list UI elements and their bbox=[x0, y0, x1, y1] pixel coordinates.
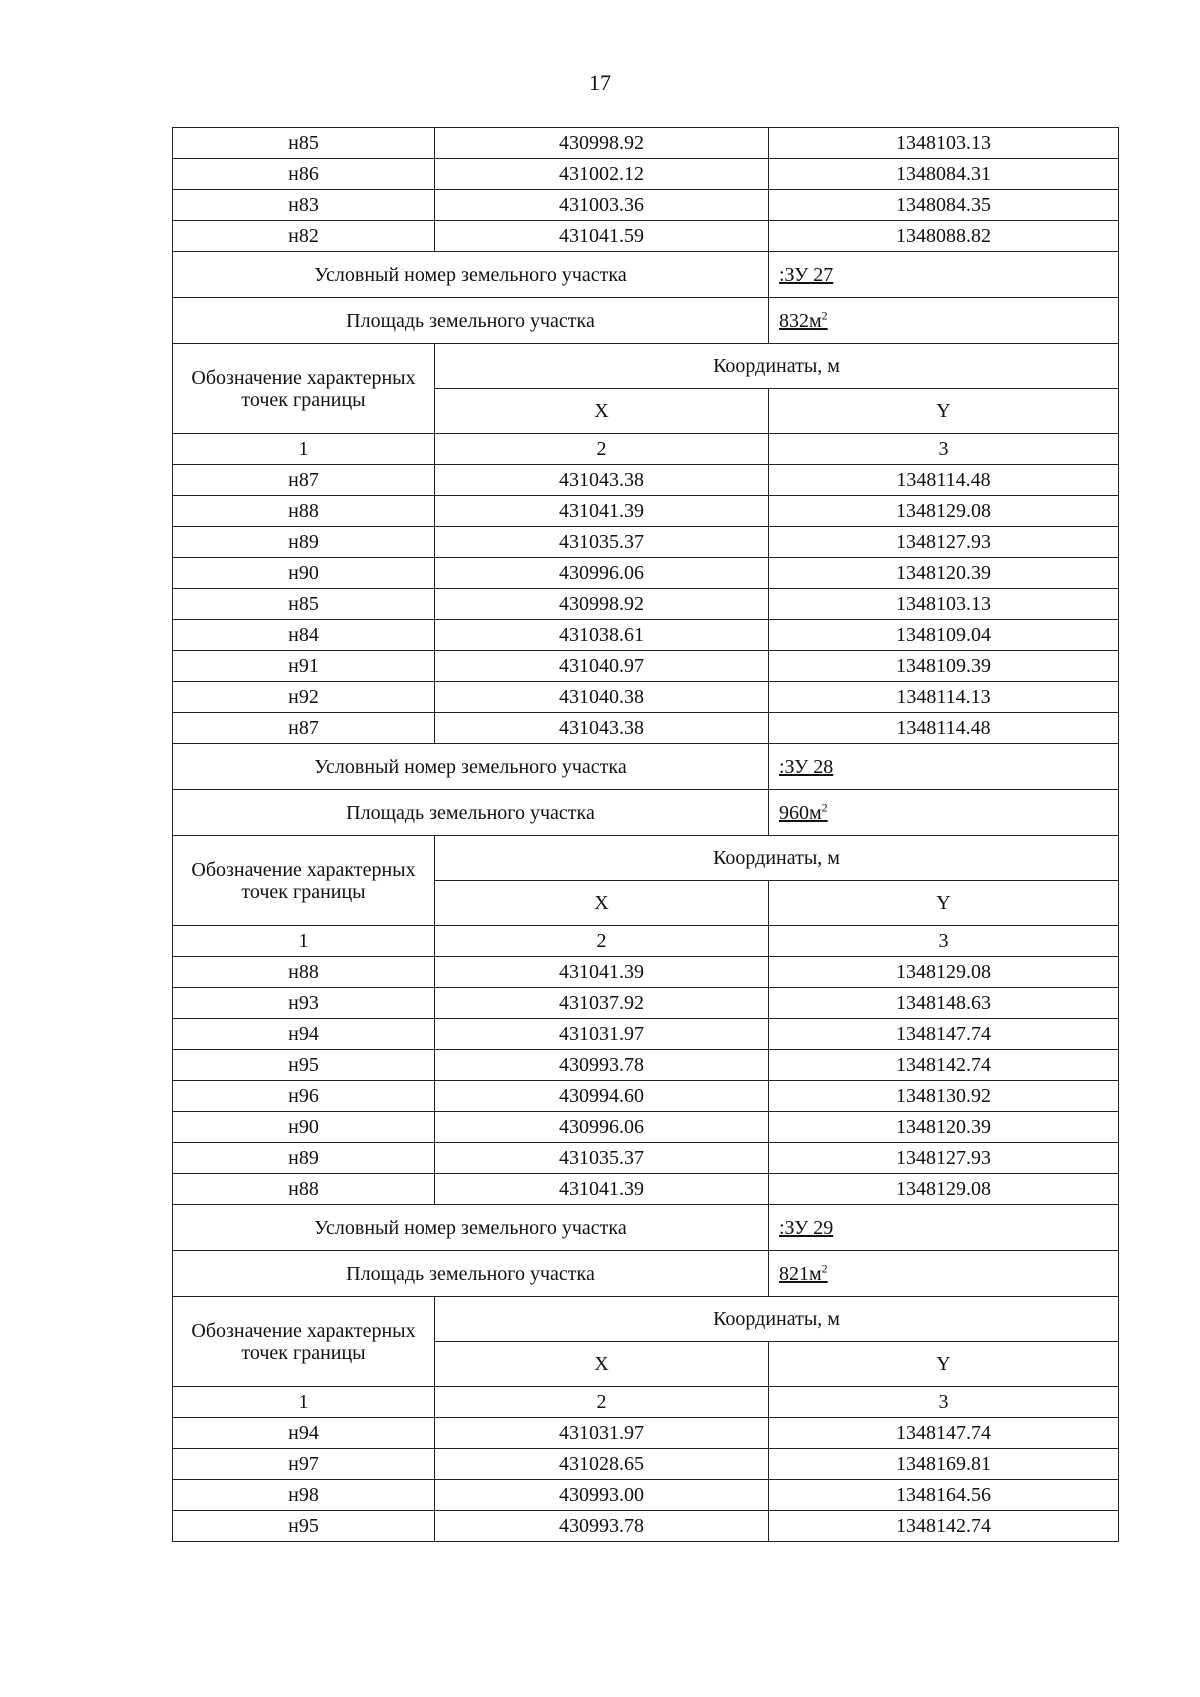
x-header: X bbox=[435, 881, 769, 926]
parcel-area-label: Площадь земельного участка bbox=[173, 298, 769, 344]
table-row bbox=[173, 128, 1119, 159]
point-cell: н87 bbox=[173, 465, 435, 496]
x-cell: 431040.97 bbox=[435, 651, 769, 682]
parcel-number-label: Условный номер земельного участка bbox=[173, 1205, 769, 1251]
y-cell: 1348114.48 bbox=[769, 713, 1119, 744]
y-cell: 1348084.35 bbox=[769, 190, 1119, 221]
table-row bbox=[173, 496, 1119, 527]
table-row bbox=[173, 1081, 1119, 1112]
table-header-row bbox=[173, 344, 1119, 389]
y-cell: 1348127.93 bbox=[769, 527, 1119, 558]
point-cell: н85 bbox=[173, 128, 435, 159]
point-cell: н82 bbox=[173, 221, 435, 252]
y-cell: 1348103.13 bbox=[769, 128, 1119, 159]
x-cell: 430998.92 bbox=[435, 589, 769, 620]
y-cell: 1348130.92 bbox=[769, 1081, 1119, 1112]
parcel-number-row bbox=[173, 1205, 1119, 1251]
point-cell: н93 bbox=[173, 988, 435, 1019]
column-number: 3 bbox=[769, 1387, 1119, 1418]
parcel-number-text: :ЗУ 27 bbox=[779, 263, 834, 286]
y-cell: 1348169.81 bbox=[769, 1449, 1119, 1480]
table-row bbox=[173, 651, 1119, 682]
column-number-row bbox=[173, 1387, 1119, 1418]
x-cell: 430993.78 bbox=[435, 1050, 769, 1081]
x-cell: 431041.59 bbox=[435, 221, 769, 252]
parcel-area-label: Площадь земельного участка bbox=[173, 1251, 769, 1297]
x-cell: 431002.12 bbox=[435, 159, 769, 190]
x-cell: 431031.97 bbox=[435, 1418, 769, 1449]
y-cell: 1348084.31 bbox=[769, 159, 1119, 190]
column-number: 3 bbox=[769, 434, 1119, 465]
table-row bbox=[173, 682, 1119, 713]
point-cell: н94 bbox=[173, 1019, 435, 1050]
x-cell: 430993.00 bbox=[435, 1480, 769, 1511]
column-number: 2 bbox=[435, 434, 769, 465]
parcel-area-row bbox=[173, 298, 1119, 344]
column-number: 2 bbox=[435, 1387, 769, 1418]
x-cell: 430994.60 bbox=[435, 1081, 769, 1112]
point-cell: н88 bbox=[173, 1174, 435, 1205]
point-cell: н91 bbox=[173, 651, 435, 682]
point-cell: н89 bbox=[173, 1143, 435, 1174]
y-cell: 1348120.39 bbox=[769, 1112, 1119, 1143]
x-header: X bbox=[435, 1342, 769, 1387]
page-number: 17 bbox=[589, 70, 611, 95]
x-cell: 431040.38 bbox=[435, 682, 769, 713]
point-cell: н87 bbox=[173, 713, 435, 744]
y-cell: 1348088.82 bbox=[769, 221, 1119, 252]
x-cell: 431035.37 bbox=[435, 527, 769, 558]
y-cell: 1348109.39 bbox=[769, 651, 1119, 682]
y-cell: 1348147.74 bbox=[769, 1019, 1119, 1050]
table-row bbox=[173, 1050, 1119, 1081]
y-header: Y bbox=[769, 881, 1119, 926]
y-cell: 1348114.48 bbox=[769, 465, 1119, 496]
parcel-number-label: Условный номер земельного участка bbox=[173, 252, 769, 298]
table-row bbox=[173, 221, 1119, 252]
parcel-number-value bbox=[769, 1205, 1119, 1251]
table-row bbox=[173, 1019, 1119, 1050]
x-cell: 431043.38 bbox=[435, 465, 769, 496]
y-cell: 1348148.63 bbox=[769, 988, 1119, 1019]
table-row bbox=[173, 527, 1119, 558]
coordinates-table bbox=[172, 127, 1119, 1542]
parcel-area-row bbox=[173, 790, 1119, 836]
table-row bbox=[173, 1112, 1119, 1143]
point-cell: н89 bbox=[173, 527, 435, 558]
parcel-number-label: Условный номер земельного участка bbox=[173, 744, 769, 790]
table-row bbox=[173, 988, 1119, 1019]
table-row bbox=[173, 1511, 1119, 1542]
point-cell: н88 bbox=[173, 496, 435, 527]
x-cell: 431038.61 bbox=[435, 620, 769, 651]
parcel-area-value bbox=[769, 790, 1119, 836]
table-header-row bbox=[173, 836, 1119, 881]
x-cell: 431037.92 bbox=[435, 988, 769, 1019]
column-number-row bbox=[173, 926, 1119, 957]
x-cell: 431041.39 bbox=[435, 957, 769, 988]
x-header: X bbox=[435, 389, 769, 434]
x-cell: 431035.37 bbox=[435, 1143, 769, 1174]
y-header: Y bbox=[769, 1342, 1119, 1387]
y-cell: 1348147.74 bbox=[769, 1418, 1119, 1449]
area-unit: м bbox=[809, 309, 822, 332]
parcel-number-text: :ЗУ 28 bbox=[779, 755, 834, 778]
table-row bbox=[173, 589, 1119, 620]
table-row bbox=[173, 713, 1119, 744]
table-row bbox=[173, 190, 1119, 221]
parcel-number-text: :ЗУ 29 bbox=[779, 1216, 834, 1239]
y-cell: 1348103.13 bbox=[769, 589, 1119, 620]
point-cell: н88 bbox=[173, 957, 435, 988]
parcel-number-value bbox=[769, 252, 1119, 298]
point-cell: н83 bbox=[173, 190, 435, 221]
column-number: 3 bbox=[769, 926, 1119, 957]
area-number: 960 bbox=[779, 801, 809, 824]
parcel-area-value bbox=[769, 298, 1119, 344]
table-row bbox=[173, 465, 1119, 496]
table-row bbox=[173, 1418, 1119, 1449]
table-row bbox=[173, 558, 1119, 589]
x-cell: 431028.65 bbox=[435, 1449, 769, 1480]
coordinates-header: Координаты, м bbox=[435, 344, 1119, 389]
point-cell: н85 bbox=[173, 589, 435, 620]
x-cell: 431041.39 bbox=[435, 496, 769, 527]
x-cell: 431043.38 bbox=[435, 713, 769, 744]
parcel-area-value bbox=[769, 1251, 1119, 1297]
x-cell: 431041.39 bbox=[435, 1174, 769, 1205]
y-cell: 1348129.08 bbox=[769, 957, 1119, 988]
table-header-row bbox=[173, 1297, 1119, 1342]
x-cell: 431031.97 bbox=[435, 1019, 769, 1050]
parcel-number-row bbox=[173, 744, 1119, 790]
parcel-area-row bbox=[173, 1251, 1119, 1297]
column-number: 1 bbox=[173, 926, 435, 957]
y-cell: 1348120.39 bbox=[769, 558, 1119, 589]
point-designation-header: Обозначение характерных точек границы bbox=[173, 1297, 435, 1387]
y-header: Y bbox=[769, 389, 1119, 434]
y-cell: 1348142.74 bbox=[769, 1050, 1119, 1081]
point-cell: н86 bbox=[173, 159, 435, 190]
area-unit: м bbox=[809, 801, 822, 824]
table-row bbox=[173, 1174, 1119, 1205]
point-designation-header: Обозначение характерных точек границы bbox=[173, 836, 435, 926]
column-number: 2 bbox=[435, 926, 769, 957]
point-cell: н97 bbox=[173, 1449, 435, 1480]
point-cell: н95 bbox=[173, 1511, 435, 1542]
point-designation-header: Обозначение характерных точек границы bbox=[173, 344, 435, 434]
coordinates-header: Координаты, м bbox=[435, 836, 1119, 881]
table-row bbox=[173, 159, 1119, 190]
point-cell: н96 bbox=[173, 1081, 435, 1112]
column-number: 1 bbox=[173, 434, 435, 465]
point-cell: н90 bbox=[173, 558, 435, 589]
point-cell: н98 bbox=[173, 1480, 435, 1511]
column-number-row bbox=[173, 434, 1119, 465]
parcel-area-text bbox=[779, 799, 828, 824]
y-cell: 1348129.08 bbox=[769, 1174, 1119, 1205]
x-cell: 431003.36 bbox=[435, 190, 769, 221]
y-cell: 1348114.13 bbox=[769, 682, 1119, 713]
table-row bbox=[173, 957, 1119, 988]
table-row bbox=[173, 620, 1119, 651]
table-row bbox=[173, 1449, 1119, 1480]
point-cell: н92 bbox=[173, 682, 435, 713]
area-number: 832 bbox=[779, 309, 809, 332]
x-cell: 430996.06 bbox=[435, 558, 769, 589]
point-cell: н84 bbox=[173, 620, 435, 651]
parcel-area-text bbox=[779, 1260, 828, 1285]
area-unit: м bbox=[809, 1262, 822, 1285]
parcel-number-value bbox=[769, 744, 1119, 790]
parcel-area-label: Площадь земельного участка bbox=[173, 790, 769, 836]
coordinates-table-body bbox=[173, 128, 1119, 1542]
column-number: 1 bbox=[173, 1387, 435, 1418]
point-cell: н94 bbox=[173, 1418, 435, 1449]
x-cell: 430996.06 bbox=[435, 1112, 769, 1143]
parcel-number-row bbox=[173, 252, 1119, 298]
table-row bbox=[173, 1143, 1119, 1174]
point-cell: н95 bbox=[173, 1050, 435, 1081]
y-cell: 1348127.93 bbox=[769, 1143, 1119, 1174]
point-cell: н90 bbox=[173, 1112, 435, 1143]
y-cell: 1348109.04 bbox=[769, 620, 1119, 651]
area-exponent: 2 bbox=[821, 1260, 828, 1275]
area-number: 821 bbox=[779, 1262, 809, 1285]
x-cell: 430998.92 bbox=[435, 128, 769, 159]
area-exponent: 2 bbox=[821, 799, 828, 814]
y-cell: 1348129.08 bbox=[769, 496, 1119, 527]
parcel-area-text bbox=[779, 307, 828, 332]
coordinates-header: Координаты, м bbox=[435, 1297, 1119, 1342]
area-exponent: 2 bbox=[821, 307, 828, 322]
x-cell: 430993.78 bbox=[435, 1511, 769, 1542]
table-row bbox=[173, 1480, 1119, 1511]
y-cell: 1348142.74 bbox=[769, 1511, 1119, 1542]
y-cell: 1348164.56 bbox=[769, 1480, 1119, 1511]
